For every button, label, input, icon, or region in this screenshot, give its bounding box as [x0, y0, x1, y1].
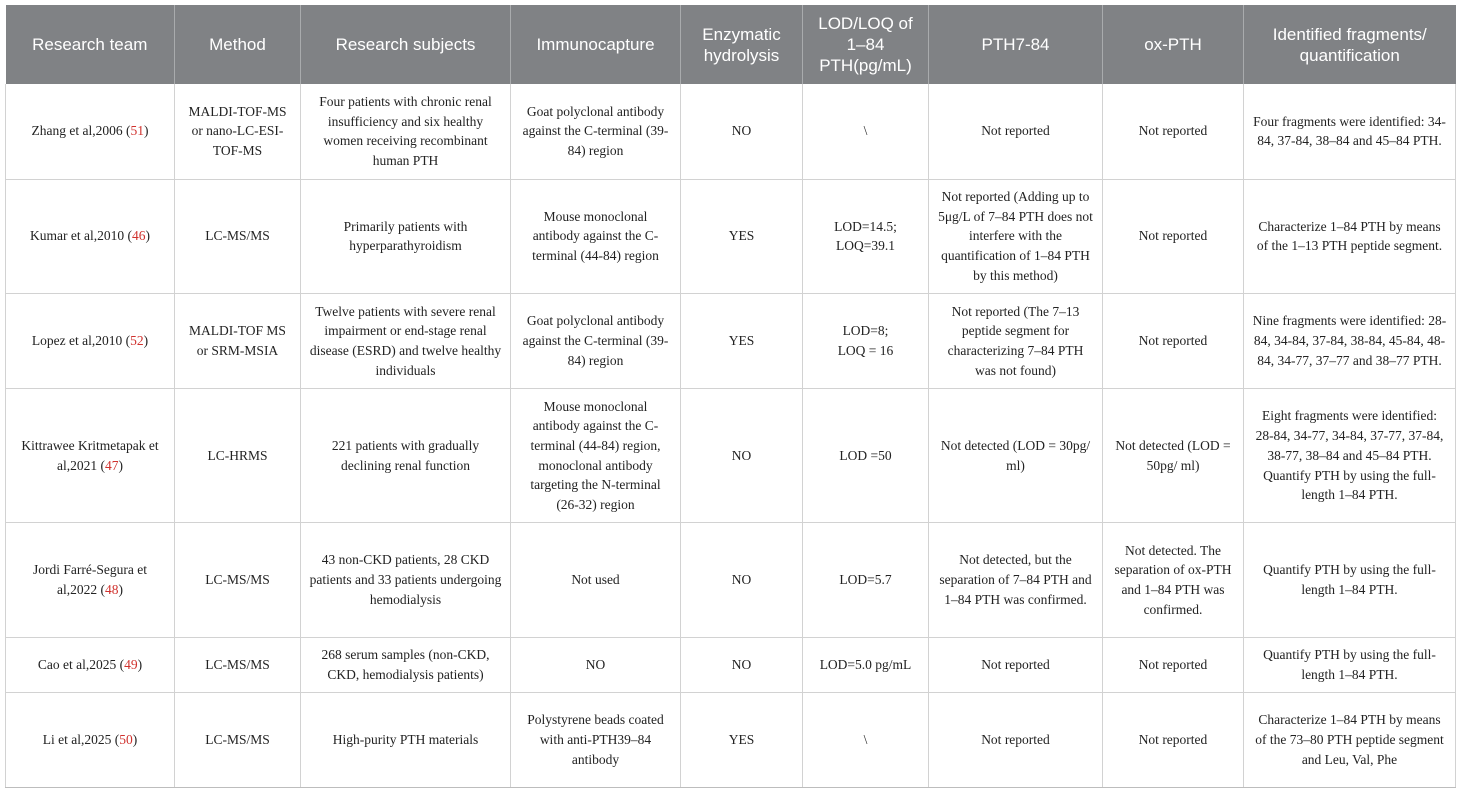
team-text-end: ) — [143, 333, 149, 349]
header-ox-pth: ox-PTH — [1103, 5, 1244, 84]
cell-method: MALDI-TOF-MS or nano-LC-ESI-TOF-MS — [175, 84, 301, 179]
cell-research-team — [6, 637, 175, 692]
header-identified-fragments: Identified fragments/ quantification — [1244, 5, 1456, 84]
cell-pth7-84: Not detected (LOD = 30pg/ ml) — [929, 389, 1103, 523]
team-text-end: ) — [145, 228, 150, 244]
cell-identified-fragments: Quantify PTH by using the full- length 1–84 PTH. — [1244, 523, 1456, 637]
team-text-end: ) — [132, 732, 138, 748]
cell-enzymatic-hydrolysis: NO — [681, 523, 803, 637]
cell-ox-pth: Not reported — [1103, 293, 1244, 388]
cell-ox-pth: Not reported — [1103, 637, 1244, 692]
team-text: Kittrawee Kritmetapak et al,2021 ( — [21, 438, 159, 473]
team-text-end: ) — [118, 457, 123, 473]
table-row — [6, 389, 1456, 523]
cell-ox-pth: Not detected (LOD = 50pg/ ml) — [1103, 389, 1244, 523]
header-research-team: Research team — [6, 5, 175, 84]
team-text: Li et al,2025 ( — [42, 732, 120, 748]
cell-research-subjects: 268 serum samples (non-CKD, CKD, hemodialysis patients) — [301, 637, 511, 692]
header-enzymatic-hydrolysis: Enzymatic hydrolysis — [681, 5, 803, 84]
table-row — [6, 637, 1456, 692]
cell-lod-loq: \ — [803, 84, 929, 179]
cell-enzymatic-hydrolysis: YES — [681, 692, 803, 787]
cell-method: LC-MS/MS — [175, 523, 301, 637]
cell-method: LC-MS/MS — [175, 179, 301, 293]
team-text: Kumar et al,2010 ( — [30, 228, 132, 244]
cell-method: LC-MS/MS — [175, 692, 301, 787]
cell-lod-loq: LOD =50 — [803, 389, 929, 523]
header-pth7-84: PTH7-84 — [929, 5, 1103, 84]
cell-enzymatic-hydrolysis: NO — [681, 389, 803, 523]
cell-research-subjects: 43 non-CKD patients, 28 CKD patients and 33 patients undergoing hemodialysis — [301, 523, 511, 637]
table-row — [6, 293, 1456, 388]
team-text: Cao et al,2025 ( — [37, 656, 125, 672]
header-research-subjects: Research subjects — [301, 5, 511, 84]
cell-research-team — [6, 293, 175, 388]
cell-lod-loq: \ — [803, 692, 929, 787]
header-immunocapture: Immunocapture — [511, 5, 681, 84]
table-row — [6, 179, 1456, 293]
cell-research-subjects: 221 patients with gradually declining renal function — [301, 389, 511, 523]
cell-ox-pth: Not reported — [1103, 179, 1244, 293]
cell-enzymatic-hydrolysis: NO — [681, 84, 803, 179]
table-row — [6, 84, 1456, 179]
team-text: Lopez et al,2010 ( — [31, 333, 131, 349]
team-text-end: ) — [118, 582, 123, 597]
cell-enzymatic-hydrolysis: YES — [681, 293, 803, 388]
team-text: Zhang et al,2006 ( — [31, 123, 131, 139]
cell-pth7-84: Not reported — [929, 637, 1103, 692]
cell-lod-loq: LOD=5.7 — [803, 523, 929, 637]
cell-research-team — [6, 389, 175, 523]
cell-identified-fragments: Characterize 1–84 PTH by means of the 1–13 PTH peptide segment. — [1244, 179, 1456, 293]
reference-link[interactable]: 46 — [131, 228, 146, 244]
cell-research-team — [6, 692, 175, 787]
team-text-end: ) — [137, 656, 143, 672]
cell-identified-fragments: Characterize 1–84 PTH by means of the 73–80 PTH peptide segment and Leu, Val, Phe — [1244, 692, 1456, 787]
cell-lod-loq: LOD=8; LOQ = 16 — [803, 293, 929, 388]
team-text: Jordi Farré-Segura et al,2022 ( — [33, 562, 147, 597]
cell-research-team — [6, 84, 175, 179]
table-row — [6, 692, 1456, 787]
team-text-end: ) — [143, 123, 149, 139]
cell-pth7-84: Not reported — [929, 84, 1103, 179]
reference-link[interactable]: 50 — [119, 732, 133, 748]
reference-link[interactable]: 49 — [124, 656, 138, 672]
cell-research-team — [6, 523, 175, 637]
cell-method: LC-MS/MS — [175, 637, 301, 692]
cell-ox-pth: Not reported — [1103, 692, 1244, 787]
cell-ox-pth: Not detected. The separation of ox-PTH and 1–84 PTH was confirmed. — [1103, 523, 1244, 637]
reference-link[interactable]: 52 — [130, 333, 144, 349]
cell-enzymatic-hydrolysis: YES — [681, 179, 803, 293]
cell-enzymatic-hydrolysis: NO — [681, 637, 803, 692]
comparison-table — [5, 5, 1456, 788]
header-lod-loq: LOD/LOQ of 1–84 PTH(pg/mL) — [803, 5, 929, 84]
cell-pth7-84: Not reported — [929, 692, 1103, 787]
cell-lod-loq: LOD=14.5; LOQ=39.1 — [803, 179, 929, 293]
cell-research-subjects: Primarily patients with hyperparathyroidism — [301, 179, 511, 293]
cell-research-subjects: Four patients with chronic renal insufficiency and six healthy women receiving recombinant human PTH — [301, 84, 511, 179]
cell-immunocapture: Polystyrene beads coated with anti-PTH39–84 antibody — [511, 692, 681, 787]
table-row — [6, 523, 1456, 637]
cell-pth7-84: Not reported (The 7–13 peptide segment for characterizing 7–84 PTH was not found) — [929, 293, 1103, 388]
cell-immunocapture: Mouse monoclonal antibody against the C-terminal (44-84) region — [511, 179, 681, 293]
cell-pth7-84: Not detected, but the separation of 7–84 PTH and 1–84 PTH was confirmed. — [929, 523, 1103, 637]
reference-link[interactable]: 51 — [130, 123, 144, 139]
cell-lod-loq: LOD=5.0 pg/mL — [803, 637, 929, 692]
cell-research-team — [6, 179, 175, 293]
cell-identified-fragments: Eight fragments were identified: 28-84, 34-77, 34-84, 37-77, 37-84, 38-77, 38–84 and 45–84 PTH. Quantify PTH by using the full- length 1–84 PTH. — [1244, 389, 1456, 523]
cell-pth7-84: Not reported (Adding up to 5μg/L of 7–84 PTH does not interfere with the quantification of 1–84 PTH by this method) — [929, 179, 1103, 293]
reference-link[interactable]: 48 — [105, 582, 119, 597]
cell-immunocapture: Mouse monoclonal antibody against the C-terminal (44-84) region, monoclonal antibody targeting the N-terminal (26-32) region — [511, 389, 681, 523]
header-method: Method — [175, 5, 301, 84]
cell-immunocapture: Goat polyclonal antibody against the C-terminal (39-84) region — [511, 293, 681, 388]
cell-immunocapture: NO — [511, 637, 681, 692]
cell-method: LC-HRMS — [175, 389, 301, 523]
reference-link[interactable]: 47 — [105, 457, 119, 473]
header-row — [6, 5, 1456, 84]
cell-research-subjects: Twelve patients with severe renal impairment or end-stage renal disease (ESRD) and twelve healthy individuals — [301, 293, 511, 388]
cell-identified-fragments: Four fragments were identified: 34-84, 37-84, 38–84 and 45–84 PTH. — [1244, 84, 1456, 179]
cell-identified-fragments: Nine fragments were identified: 28-84, 34-84, 37-84, 38-84, 45-84, 48-84, 34-77, 37–77 and 38–77 PTH. — [1244, 293, 1456, 388]
cell-immunocapture: Goat polyclonal antibody against the C-terminal (39-84) region — [511, 84, 681, 179]
cell-method: MALDI-TOF MS or SRM-MSIA — [175, 293, 301, 388]
cell-ox-pth: Not reported — [1103, 84, 1244, 179]
cell-immunocapture: Not used — [511, 523, 681, 637]
cell-identified-fragments: Quantify PTH by using the full- length 1–84 PTH. — [1244, 637, 1456, 692]
cell-research-subjects: High-purity PTH materials — [301, 692, 511, 787]
